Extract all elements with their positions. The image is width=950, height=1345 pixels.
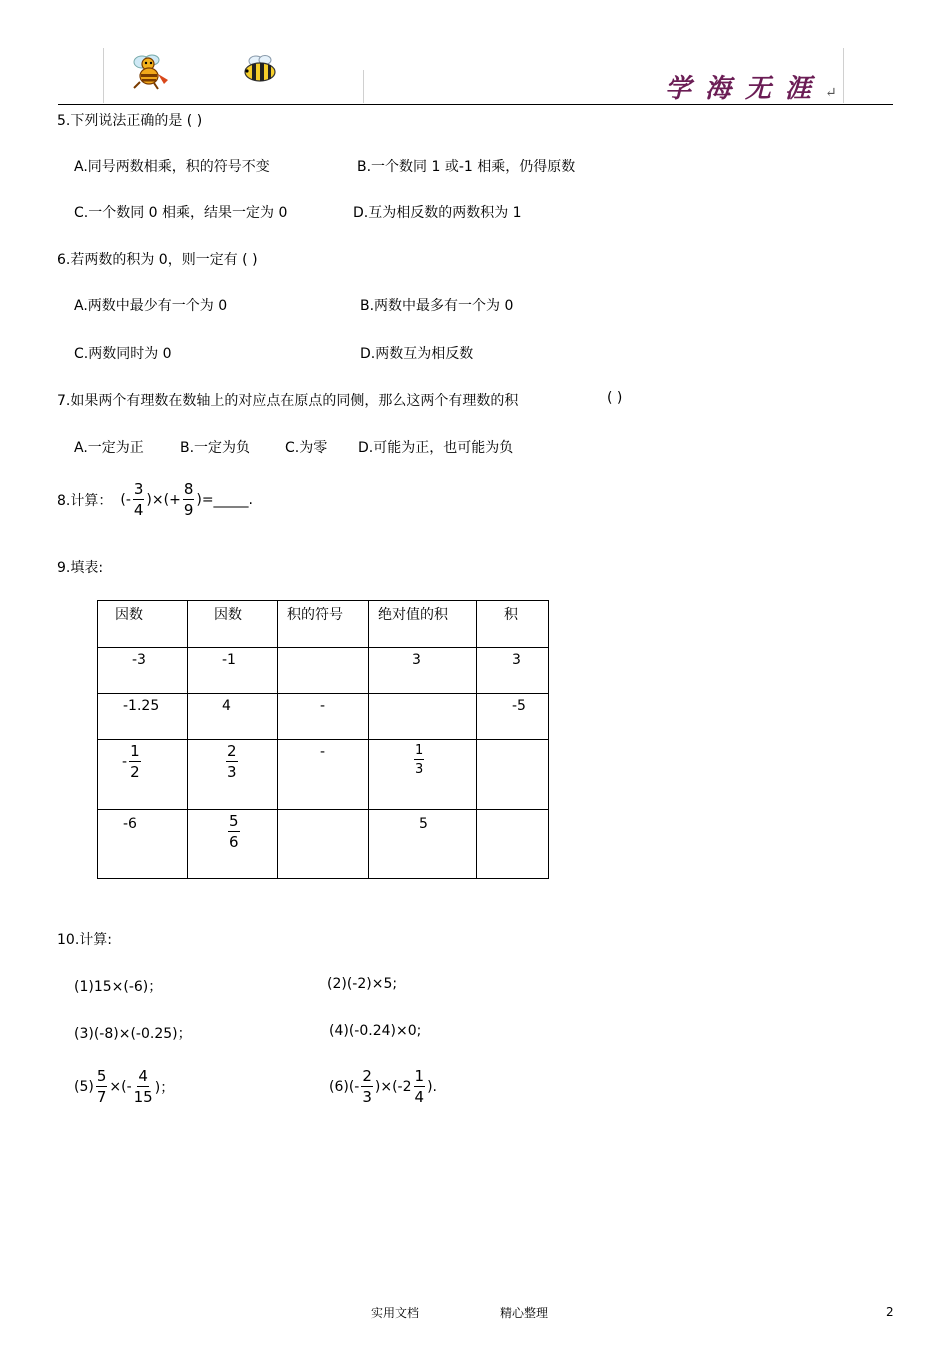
q5-stem: 5.下列说法正确的是 ( ) <box>57 113 203 129</box>
q8-label: 8.计算： <box>57 493 113 509</box>
r4-abs-product: 5 <box>419 816 428 832</box>
q10-part-3: (3)(-8)×(-0.25)； <box>74 1026 192 1042</box>
r2-factor-1: -1.25 <box>123 698 160 714</box>
q8-f1-denominator: 4 <box>133 501 144 519</box>
q10-p5-fraction-2 <box>134 1069 153 1105</box>
q8-fraction-1 <box>133 482 145 518</box>
q7-option-d: D.可能为正，也可能为负 <box>358 440 514 456</box>
q10-p6-f2-numerator: 1 <box>414 1067 425 1085</box>
r3-c1-numerator: 1 <box>130 742 140 760</box>
table-cell[interactable] <box>477 740 549 810</box>
bee-icon <box>238 54 280 84</box>
q10-part-6 <box>329 1069 437 1105</box>
r3-abs-product <box>369 740 476 776</box>
table-row <box>98 740 549 810</box>
table-cell[interactable] <box>278 810 369 879</box>
table-cell <box>188 810 278 879</box>
return-mark: ↵ <box>825 85 837 101</box>
table-header-cell <box>188 601 278 648</box>
table-row <box>98 694 549 740</box>
q10-p6-mid: )×(-2 <box>374 1079 412 1095</box>
table-cell[interactable] <box>278 648 369 694</box>
table-cell <box>98 740 188 810</box>
q10-p5-prefix: (5) <box>74 1079 94 1095</box>
q7-option-b: B.一定为负 <box>180 440 251 456</box>
q5-option-b: B.一个数同 1 或-1 相乘，仍得原数 <box>357 159 576 175</box>
q10-p5-f1-numerator: 5 <box>96 1067 107 1085</box>
r3-c4-numerator: 1 <box>415 743 424 758</box>
header-product: 积 <box>504 607 518 623</box>
q6-option-b: B.两数中最多有一个为 0 <box>360 298 514 314</box>
header-factor-1: 因数 <box>115 607 143 623</box>
r1-factor-1: -3 <box>132 652 146 668</box>
r3-c4-denominator: 3 <box>415 762 424 777</box>
r3-factor-2 <box>188 740 277 780</box>
table-cell <box>188 648 278 694</box>
q6-stem: 6.若两数的积为 0，则一定有 ( ) <box>57 252 258 268</box>
q10-p6-fraction-2 <box>414 1069 426 1105</box>
q10-part-4: (4)(-0.24)×0; <box>329 1023 422 1039</box>
header-divider-mid <box>363 70 364 103</box>
table-header-cell <box>477 601 549 648</box>
q10-p5-f1-denominator: 7 <box>96 1088 107 1106</box>
q10-p5-end: )； <box>154 1080 175 1096</box>
q7-answer-paren: ( ) <box>607 390 623 406</box>
r2-factor-2: 4 <box>222 698 231 714</box>
fill-table <box>97 600 549 879</box>
table-row <box>98 648 549 694</box>
q5-option-d: D.互为相反数的两数积为 1 <box>353 205 522 221</box>
r3-factor-1-sign: - <box>122 754 128 770</box>
q6-option-a: A.两数中最少有一个为 0 <box>74 298 228 314</box>
header-sign: 积的符号 <box>287 607 343 623</box>
q7-option-a: A.一定为正 <box>74 440 144 456</box>
r1-product: 3 <box>512 652 521 668</box>
r2-sign: - <box>320 698 326 714</box>
logo-text-value: 学海无涯 <box>665 74 826 104</box>
table-cell <box>98 694 188 740</box>
table-header-cell <box>278 601 369 648</box>
table-cell <box>278 694 369 740</box>
logo-text <box>665 68 837 105</box>
q6-option-c: C.两数同时为 0 <box>74 346 172 362</box>
q10-p6-prefix: (6)(- <box>329 1079 360 1095</box>
r3-c2-denominator: 3 <box>227 763 237 781</box>
table-cell <box>98 648 188 694</box>
r1-sign[interactable] <box>278 648 368 652</box>
r4-factor-1: -6 <box>123 816 137 832</box>
r2-abs-product[interactable] <box>369 694 476 698</box>
r1-abs-product: 3 <box>412 652 421 668</box>
table-cell <box>477 648 549 694</box>
q10-p6-f1-denominator: 3 <box>362 1088 372 1106</box>
q8-expression <box>57 482 253 518</box>
q10-part-2: (2)(-2)×5; <box>327 976 398 992</box>
q10-p5-f2-denominator: 15 <box>133 1088 153 1106</box>
table-cell <box>477 694 549 740</box>
q7-stem: 7.如果两个有理数在数轴上的对应点在原点的同侧，那么这两个有理数的积 <box>57 393 519 409</box>
q8-f2-numerator: 8 <box>183 480 194 498</box>
q10-p6-f1-numerator: 2 <box>362 1067 372 1085</box>
q10-p6-fraction-1 <box>361 1069 373 1105</box>
r2-product: -5 <box>512 698 526 714</box>
q8-fraction-2 <box>183 482 195 518</box>
table-cell <box>369 648 477 694</box>
q10-p5-fraction-1 <box>96 1069 108 1105</box>
table-cell <box>278 740 369 810</box>
q10-p6-end: ). <box>427 1079 437 1095</box>
r3-factor-1-fraction <box>129 744 141 780</box>
table-header-cell <box>369 601 477 648</box>
footer-left-text: 实用文档 <box>371 1306 420 1320</box>
r3-c1-denominator: 2 <box>130 763 140 781</box>
r4-factor-2 <box>188 810 277 850</box>
r1-factor-2: -1 <box>222 652 236 668</box>
table-cell <box>188 694 278 740</box>
header-factor-2: 因数 <box>214 607 242 623</box>
r4-c2-denominator: 6 <box>229 833 239 851</box>
header-abs-product: 绝对值的积 <box>378 607 448 623</box>
header-rule <box>58 104 893 105</box>
table-header-row <box>98 601 549 648</box>
r3-abs-product-fraction <box>414 744 424 776</box>
q10-p6-f2-denominator: 4 <box>414 1088 425 1106</box>
table-row <box>98 810 549 879</box>
q5-option-a: A.同号两数相乘，积的符号不变 <box>74 159 270 175</box>
table-header-cell <box>98 601 188 648</box>
r4-factor-2-fraction <box>228 814 240 850</box>
q5-option-c: C.一个数同 0 相乘，结果一定为 0 <box>74 205 288 221</box>
footer-right-text: 精心整理 <box>500 1306 549 1320</box>
table-cell <box>98 810 188 879</box>
q10-p5-mid: ×(- <box>109 1079 132 1095</box>
r3-sign: - <box>320 744 326 760</box>
r3-factor-1 <box>98 740 187 780</box>
bee-mascot-icon <box>128 50 174 90</box>
q8-open: (- <box>120 492 131 508</box>
q6-option-d: D.两数互为相反数 <box>360 346 474 362</box>
q10-part-1: (1)15×(-6)； <box>74 979 163 995</box>
q10-part-5 <box>74 1069 174 1105</box>
table-cell <box>369 810 477 879</box>
table-cell[interactable] <box>369 694 477 740</box>
q9-label: 9.填表: <box>57 560 104 576</box>
table-cell <box>188 740 278 810</box>
q7-option-c: C.为零 <box>285 440 328 456</box>
q8-end: )=_____. <box>196 492 254 508</box>
q10-label: 10.计算: <box>57 932 112 948</box>
q10-p5-f2-numerator: 4 <box>138 1067 148 1085</box>
q8-f1-numerator: 3 <box>133 480 144 498</box>
page-number: 2 <box>886 1305 894 1319</box>
r3-factor-2-fraction <box>226 744 238 780</box>
table-cell[interactable] <box>477 810 549 879</box>
r3-c2-numerator: 2 <box>227 742 237 760</box>
q8-mid: )×(+ <box>146 492 181 508</box>
q8-f2-denominator: 9 <box>183 501 194 519</box>
table-cell <box>369 740 477 810</box>
header-divider-left <box>103 48 104 103</box>
header-divider-right <box>843 48 844 103</box>
r4-c2-numerator: 5 <box>229 812 239 830</box>
